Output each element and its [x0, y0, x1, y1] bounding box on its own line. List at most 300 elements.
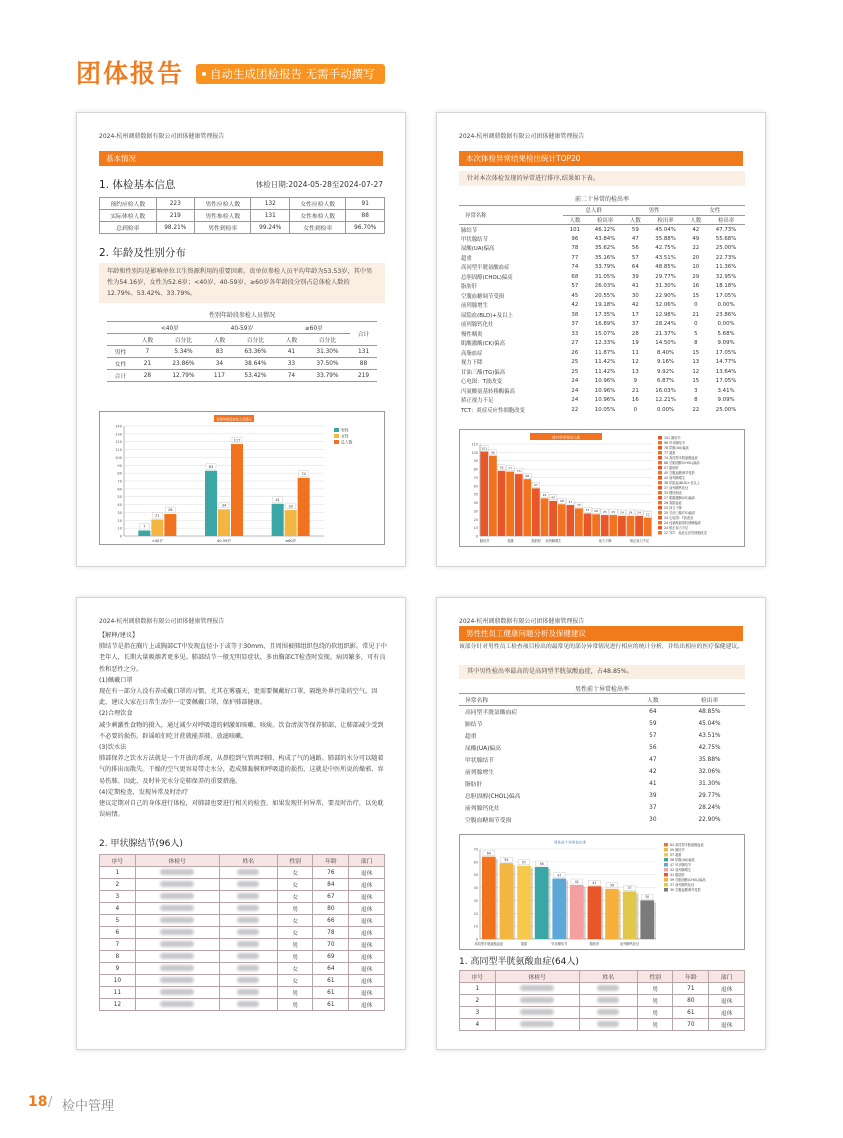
column-group-header: ≥60岁 [278, 322, 350, 334]
table-cell: 96 [571, 235, 579, 242]
table-row [459, 310, 745, 320]
table-cell: 45.04% [698, 720, 721, 727]
table-cell: 男 [637, 1019, 673, 1031]
redacted-id [135, 903, 219, 915]
table-row [107, 358, 377, 370]
table-row [459, 706, 745, 718]
column-header: 年龄 [313, 855, 349, 867]
bar [549, 501, 557, 536]
table-cell: 15 [692, 292, 700, 299]
column-header: 人数 [206, 334, 233, 346]
table-cell: 男性参检人数 [194, 210, 251, 222]
legend-swatch [658, 521, 662, 525]
table-cell: 132 [251, 198, 289, 210]
x-tick-label: 视力下降 [598, 539, 612, 543]
legend-label: 57 脂肪肝 [664, 466, 679, 470]
table-header-row [100, 855, 385, 867]
bar-shadow [566, 881, 568, 939]
legend-label: 总人数 [341, 439, 353, 445]
data-label: 42 [574, 879, 579, 884]
table-cell: 0 [694, 321, 698, 328]
x-tick-label: 前列腺增生 [545, 539, 562, 543]
bar [623, 891, 637, 939]
table-cell: 64 [631, 264, 639, 271]
column-header: 异常名称 [459, 694, 632, 706]
table-cell: 总胆固醇(CHOL)偏高 [465, 794, 521, 800]
column-header: 异常名称 [459, 206, 563, 225]
table-cell: 5.34% [161, 346, 206, 358]
table-cell: 18.18% [715, 283, 737, 290]
bar [558, 504, 566, 536]
table-cell: 12 [100, 999, 136, 1011]
table-cell: 32.06% [655, 302, 676, 309]
table-cell: 7 [134, 346, 161, 358]
legend-swatch [658, 466, 662, 470]
table-cell: 17 [631, 311, 639, 318]
page-separator: / [48, 1095, 53, 1110]
table-cell: 6.87% [657, 378, 675, 385]
advice-para: (2)合理饮食 [99, 710, 133, 718]
legend-label: 27 肌酸激酶(CK)偏高 [664, 496, 695, 500]
redacted-id [495, 1007, 579, 1019]
bar-shadow [584, 887, 586, 939]
table-cell: 退休 [709, 1019, 745, 1031]
section-bar: 男性性员工健康问题分析及保健建议 [459, 626, 743, 641]
advice-para: 现在有一部分人没有养成戴口罩的习惯，尤其在雾霾天，更需要佩戴好口罩，隔绝外界污染的空气。因此，建议大家在日常生活中一定要佩戴口罩，保护肺部健康。 [99, 688, 378, 707]
advice-para: (3)饮水法 [99, 744, 127, 752]
legend-label: 57 超重 [670, 853, 682, 857]
table-row [100, 915, 385, 927]
y-tick-label: 40 [473, 886, 478, 891]
redacted-id [135, 987, 219, 999]
table-row [459, 377, 745, 387]
legend-swatch [658, 471, 662, 475]
column-header: 年龄 [673, 971, 709, 983]
y-tick-label: 90 [117, 463, 122, 468]
table-cell: 12.21% [655, 397, 676, 404]
heading-basic-info: 1. 体检基本信息 [99, 179, 176, 191]
legend-swatch [334, 440, 339, 444]
data-label: 7 [143, 524, 146, 529]
y-tick-label: 140 [115, 424, 122, 429]
page-section-label: 检中管理 [62, 1099, 115, 1114]
table-cell: 11 [100, 987, 136, 999]
column-group-header: 40-59岁 [206, 322, 278, 334]
table-cell: 实际体检人数 [100, 210, 157, 222]
column-header: 姓名 [219, 855, 277, 867]
table-cell: 2 [100, 879, 136, 891]
x-tick-label: <40岁 [151, 539, 163, 543]
column-header: 姓名 [579, 971, 637, 983]
redacted-name [219, 939, 277, 951]
table-cell: 39 [631, 273, 639, 280]
y-tick-label: 110 [471, 442, 478, 447]
table-cell: 12.33% [594, 340, 616, 347]
x-tick-label: 前列腺钙化灶 [620, 942, 640, 946]
legend-label: 42 前列腺增生 [664, 476, 686, 480]
redacted-name [219, 891, 277, 903]
advice-title: 【解释/建议】 [99, 632, 139, 639]
male-chart-svg [460, 835, 745, 950]
y-tick-label: 70 [473, 475, 478, 480]
table-header-row [107, 322, 377, 334]
bar [541, 498, 549, 536]
redacted-id [135, 951, 219, 963]
table-cell: 78 [313, 927, 349, 939]
table-cell: 预约应检人数 [100, 198, 157, 210]
age-chart-svg [100, 412, 385, 545]
table-cell: 13 [692, 359, 700, 366]
y-tick-label: 60 [117, 487, 122, 492]
table-cell: 尿酸(UA)偏高 [465, 746, 501, 752]
y-tick-label: 10 [117, 526, 122, 531]
table-cell: 高同型半胱氨酸血症 [465, 710, 518, 717]
table-cell: 女 [277, 891, 313, 903]
legend-label: 39 总胆固醇(CHOL)偏高 [670, 878, 706, 882]
table-cell: 前列腺增生 [461, 303, 488, 310]
table-cell: 合计 [107, 370, 134, 382]
redacted-id [135, 999, 219, 1011]
table-row [459, 358, 745, 368]
table-cell: 5 [694, 330, 698, 337]
x-tick-label: ≥60岁 [285, 539, 297, 543]
bar [500, 863, 514, 939]
data-label: 33 [288, 504, 293, 509]
bar [482, 857, 496, 939]
table-cell: 42 [571, 302, 579, 309]
y-tick-label: 70 [473, 847, 478, 852]
bar [272, 504, 284, 536]
table-cell: 26.03% [594, 283, 616, 290]
redacted-name [219, 915, 277, 927]
column-header: 性别 [277, 855, 313, 867]
section-bar: 基本情况 [99, 151, 383, 166]
table-row [100, 210, 385, 222]
y-tick-label: 30 [473, 898, 478, 903]
table-row [459, 730, 745, 742]
y-tick-label: 20 [117, 518, 122, 523]
table-cell: 43.51% [698, 732, 721, 739]
table-cell: 男 [277, 903, 313, 915]
data-label: 59 [504, 857, 509, 862]
table-row [459, 742, 745, 754]
column-header: 百分比 [233, 334, 278, 346]
table-cell: 23.86% [715, 311, 737, 318]
legend-label: 101 肺结节 [664, 436, 681, 440]
header-tagline: 自动生成团检报告 无需手动撰写 [196, 64, 385, 84]
table-cell: 219 [156, 210, 194, 222]
table-cell: 33.79% [305, 370, 350, 382]
bar [164, 514, 176, 536]
table-cell: 17.35% [594, 311, 616, 318]
table-cell: 61 [673, 1007, 709, 1019]
table-cell: 退休 [349, 915, 385, 927]
table-row [459, 367, 745, 377]
table-cell: 13 [631, 368, 639, 375]
table-row [100, 939, 385, 951]
table-cell: 4 [100, 903, 136, 915]
report-page-4 [436, 597, 766, 1050]
column-header: 体检号 [495, 971, 579, 983]
table-cell: 丙氨酸氨基转移酶偏高 [461, 388, 515, 395]
table-cell: 22.90% [655, 292, 676, 299]
table-cell: 总到检率 [100, 222, 157, 234]
table-row [459, 253, 745, 263]
table-cell: 退休 [349, 867, 385, 879]
table-cell: 43.51% [655, 254, 676, 261]
table-cell: 前列腺钙化灶 [465, 806, 500, 812]
table-cell: 女 [277, 927, 313, 939]
table-row [460, 1007, 745, 1019]
table-cell: 19 [631, 340, 639, 347]
table-cell: 退休 [709, 983, 745, 995]
table-cell: 尿酸(UA)偏高 [461, 246, 495, 253]
column-header: 人数 [624, 215, 647, 225]
table-cell: 37 [631, 321, 639, 328]
table-cell: 57 [571, 283, 579, 290]
redacted-name [579, 1007, 637, 1019]
table-cell: 退休 [349, 891, 385, 903]
advice-para: 减少刺激性食物的摄入，通过减少对呼吸道的刺激如咳嗽、咳痰。饮食清淡等保养肺部，让肺部减少受到不必要的损伤。辟谣咱们吃甘蔗就能养肺、放滤咳嗽。 [99, 721, 384, 740]
data-label: 101 [481, 446, 488, 451]
table-cell: 高脂血症 [461, 350, 483, 357]
table-cell: 71 [673, 983, 709, 995]
y-tick-label: 60 [473, 484, 478, 489]
bar [601, 515, 609, 536]
table-cell: 女 [277, 879, 313, 891]
bar [506, 472, 514, 536]
table-cell: 男 [277, 987, 313, 999]
table-cell: 33.79% [594, 264, 616, 271]
legend-swatch [334, 434, 339, 438]
legend-swatch [658, 531, 662, 535]
y-tick-label: 50 [473, 492, 478, 497]
table-row [459, 348, 745, 358]
table-cell: 64 [649, 708, 657, 715]
column-header: 人数 [563, 215, 586, 225]
table-cell: 退休 [349, 879, 385, 891]
table-cell: 肌酸激酶(CK)偏高 [461, 341, 505, 348]
table-header-row [459, 694, 745, 706]
table-cell: 30 [631, 292, 639, 299]
table-cell: 女 [277, 867, 313, 879]
table-cell: 28 [631, 330, 639, 337]
table-cell: 12 [692, 368, 700, 375]
table-cell: 4 [460, 1019, 496, 1031]
bar [635, 516, 643, 536]
age-table-caption: 性别年龄段参检人员情况 [208, 312, 275, 319]
bar [517, 866, 531, 939]
table-row [460, 1019, 745, 1031]
table-cell: 男 [637, 1007, 673, 1019]
table-row [100, 903, 385, 915]
table-cell: 59 [631, 226, 639, 233]
table-row [100, 987, 385, 999]
advice-para: (1)佩戴口罩 [99, 676, 133, 684]
table-cell: 9.92% [657, 368, 675, 375]
report-page-3 [76, 597, 406, 1050]
chart-title: 男性前十异常检出率 [553, 840, 587, 845]
table-cell: 15 [692, 349, 700, 356]
table-row [459, 814, 745, 826]
y-tick-label: 110 [115, 448, 122, 453]
y-tick-label: 0 [475, 937, 478, 942]
bar [588, 886, 602, 939]
table-cell: 17.05% [715, 378, 737, 385]
table-cell: 31.30% [305, 346, 350, 358]
table-cell: 61 [313, 987, 349, 999]
running-head: 2024-杭州调鼎数据有限公司团体健康管理报告 [459, 133, 585, 140]
redacted-id [495, 995, 579, 1007]
table-row [459, 225, 745, 235]
table-cell: 10 [692, 264, 700, 271]
redacted-name [219, 951, 277, 963]
legend-label: 24 心电图：T波改变 [664, 516, 694, 520]
bar [498, 471, 506, 536]
table-cell: 1 [460, 983, 496, 995]
table-row [459, 754, 745, 766]
table-cell: 66 [313, 915, 349, 927]
table-cell: 80 [313, 903, 349, 915]
redacted-id [495, 1019, 579, 1031]
column-header: 人数 [684, 215, 707, 225]
table-cell: 10.05% [594, 406, 616, 413]
top20-table [459, 205, 745, 415]
y-tick-label: 90 [473, 459, 478, 464]
legend-swatch [658, 526, 662, 530]
bar-shadow [513, 865, 515, 939]
table-cell: 11.36% [715, 264, 737, 271]
table-cell: 25.00% [715, 245, 737, 252]
legend-swatch [664, 878, 668, 882]
table-cell: 61 [313, 999, 349, 1011]
data-label: 117 [233, 438, 241, 443]
legend-label: 96 甲状腺结节 [664, 441, 686, 445]
table-cell: 8 [100, 951, 136, 963]
table-cell: 21.37% [655, 330, 676, 337]
legend-label: 女性 [341, 433, 349, 439]
y-tick-label: 0 [119, 534, 122, 539]
table-cell: 0.00% [717, 321, 735, 328]
data-label: 27 [585, 508, 590, 513]
table-cell: 21 [692, 311, 700, 318]
table-cell: 42.75% [698, 744, 721, 751]
table-cell: 67 [313, 891, 349, 903]
x-tick-label: 矫正视力不足 [629, 539, 650, 543]
table-row [459, 386, 745, 396]
x-tick-label: 脂肪肝 [589, 942, 600, 946]
table-row [459, 263, 745, 273]
table-cell: 1 [100, 867, 136, 879]
table-cell: 19.18% [594, 302, 616, 309]
bar [489, 456, 497, 536]
redacted-name [219, 963, 277, 975]
table-cell: 退休 [709, 995, 745, 1007]
table-cell: 退休 [349, 999, 385, 1011]
table-cell: 29.77% [655, 273, 676, 280]
redacted-id [135, 975, 219, 987]
table-cell: 9.16% [657, 359, 675, 366]
table-cell: 16 [631, 397, 639, 404]
running-head: 2024-杭州调鼎数据有限公司团体健康管理报告 [99, 618, 225, 625]
legend-label: 45 空腹血糖调节受损 [664, 471, 695, 475]
data-label: 41 [275, 497, 280, 502]
bar [205, 471, 217, 536]
table-cell: 37 [571, 321, 579, 328]
table-cell: 前列腺增生 [465, 770, 494, 776]
table-cell: 30 [649, 816, 657, 823]
legend-swatch [664, 853, 668, 857]
data-label: 41 [592, 881, 597, 886]
redacted-name [219, 867, 277, 879]
table-cell: 28.24% [698, 804, 721, 811]
table-cell: 脂肪肝 [461, 284, 478, 291]
advice-para: 建议定期对自己的身体进行体检，对肺部也要进行相关的检查，如果发现任何异常，要及时治疗，以免耽误病情。 [99, 800, 384, 819]
y-tick-label: 130 [115, 432, 122, 437]
column-group-header: 男性 [624, 206, 684, 216]
table-cell: 35.62% [594, 245, 616, 252]
y-tick-label: 100 [115, 455, 122, 460]
table-header-row [459, 206, 745, 216]
legend-swatch [658, 446, 662, 450]
table-cell: 0.00% [657, 406, 675, 413]
data-label: 47 [557, 873, 562, 878]
table-cell: 9.09% [717, 397, 735, 404]
table-cell: 25.00% [715, 406, 737, 413]
table-cell: 3 [100, 891, 136, 903]
heading-hcy: 1. 高同型半胱氨酸血症(64人) [459, 957, 579, 967]
table-cell: 退休 [349, 903, 385, 915]
redacted-name [219, 999, 277, 1011]
redacted-name [219, 879, 277, 891]
table-cell: 59 [649, 720, 657, 727]
table-cell: 肺结节 [461, 227, 478, 234]
y-tick-label: 10 [473, 526, 478, 531]
legend-label: 25 视力下降 [664, 506, 682, 510]
legend-label: 30 空腹血糖调节受损 [670, 888, 701, 892]
x-tick-label: 甲状腺结节 [551, 942, 568, 946]
table-cell: 41 [631, 283, 639, 290]
redacted-id [135, 879, 219, 891]
table-row [460, 983, 745, 995]
bar [480, 452, 488, 536]
table-cell: 脂肪肝 [465, 782, 483, 788]
bar [566, 505, 574, 536]
page-number: 18 [28, 1094, 48, 1110]
table-row [100, 891, 385, 903]
table-row [107, 346, 377, 358]
y-tick-label: 50 [473, 873, 478, 878]
hcy-roster-table [459, 970, 745, 1031]
table-cell: 肺结节 [465, 722, 483, 728]
table-cell: 6 [100, 927, 136, 939]
legend-label: 74 高同型半胱氨酸血症 [664, 456, 698, 460]
age-gender-table [107, 321, 377, 382]
table-cell: 47 [631, 235, 639, 242]
column-header: 序号 [100, 855, 136, 867]
table-cell: 55.68% [715, 235, 737, 242]
bar [575, 508, 583, 536]
table-cell: 退休 [349, 987, 385, 999]
redacted-id [135, 891, 219, 903]
table-cell: 47 [649, 756, 657, 763]
legend-label: 78 尿酸(UA)偏高 [664, 446, 689, 450]
table-cell: 退休 [349, 939, 385, 951]
table-cell: 空腹血糖调节受损 [461, 293, 505, 300]
legend-label: 33 慢性咽炎 [664, 491, 682, 495]
redacted-name [579, 995, 637, 1007]
table-cell: 41 [278, 346, 305, 358]
